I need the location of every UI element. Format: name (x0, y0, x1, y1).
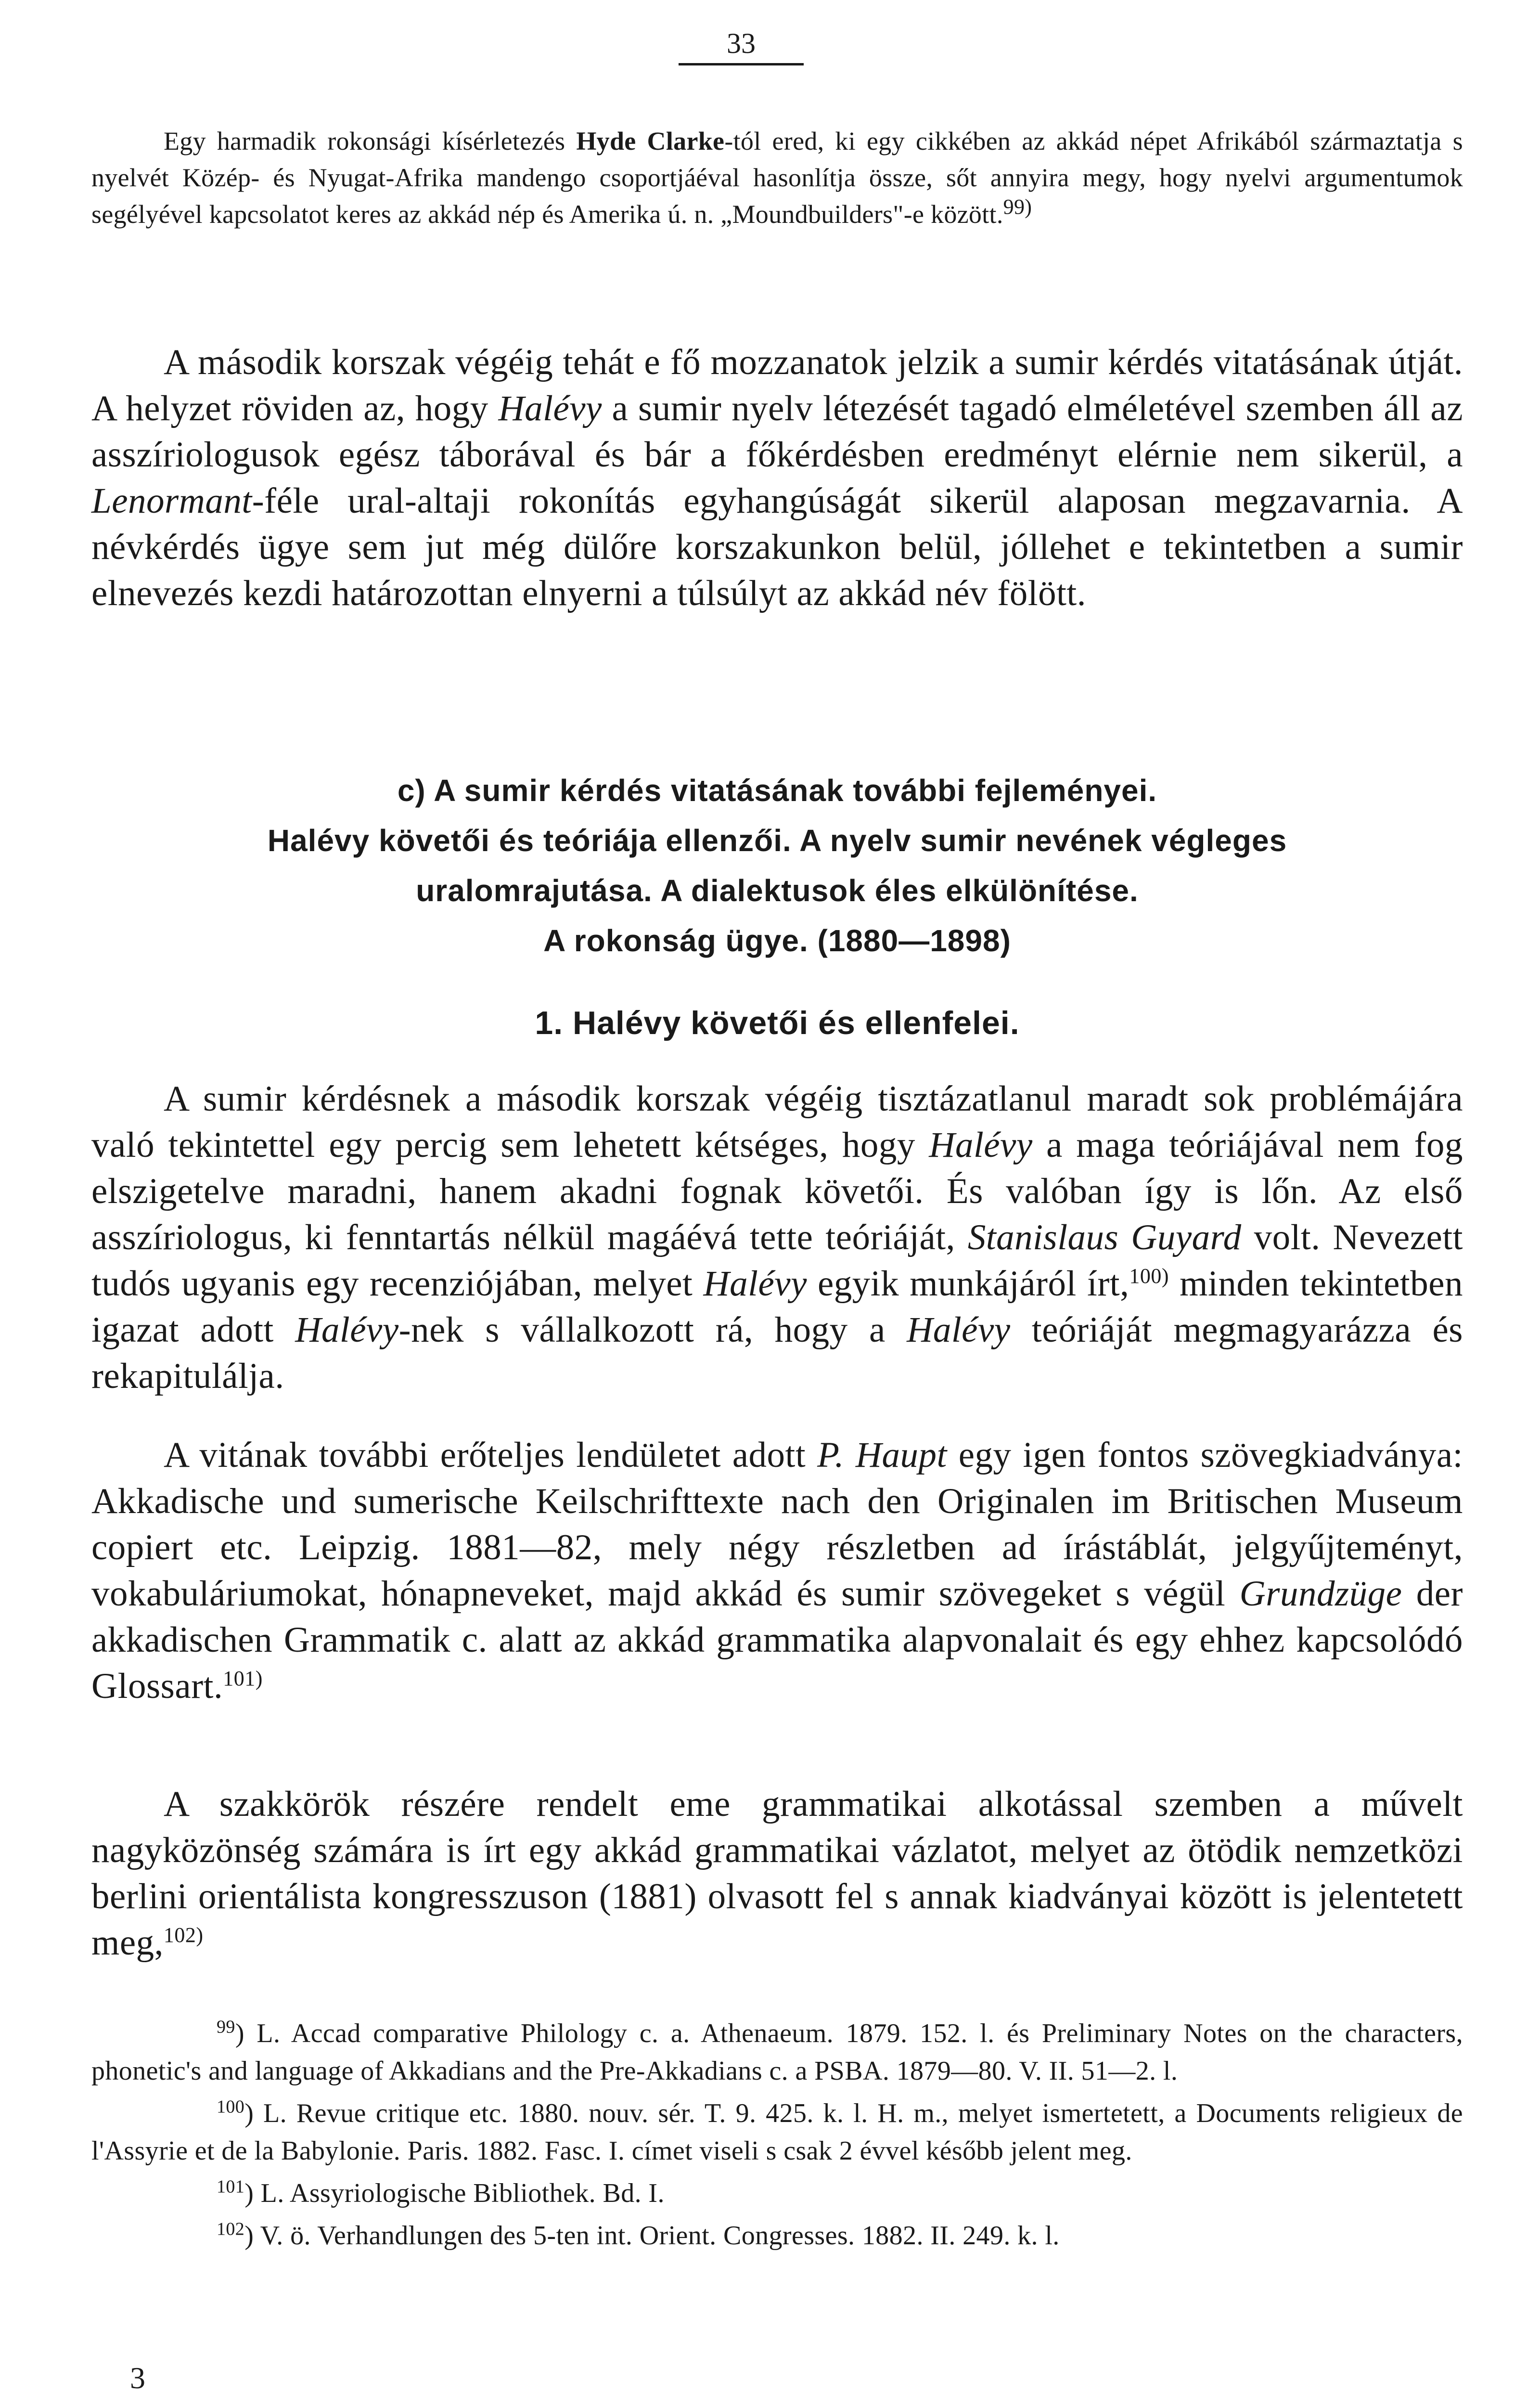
footnote-101: $^{101}$) L. Assyriologische Bibliothek. Bd. I. (217, 2176, 665, 2208)
paragraph-halevy-followers: A sumir kérdésnek a második korszak végéig tisztázatlanul maradt sok problémájára való tekintettel egy percig sem lehetett kétséges, hogy Halévy a maga teóriájával nem fog elszigetelve maradni, hanem akadni fognak követői. És valóban így is lőn. Az első asszíriologus, ki fenntartás nélkül magáévá tette teóriáját, Stanislaus Guyard volt. Nevezett tudós ugyanis egy recenziójában, melyet Halévy egyik munkájáról írt,$^{100)}$ minden tekintetben igazat adott Halévy-nek s vállalkozott rá, hogy a Halévy teóriáját megmagyarázza és rekapitulálja. (91, 1079, 1463, 1396)
paragraph-haupt: A vitának további erőteljes lendületet adott P. Haupt egy igen fontos szövegkiadványa: Akkadische und sumerische Keilschrifttexte nach den Originalen im Britischen Museum copiert etc. Leipzig. 1881—82, mely négy részletben ad írástáblát, jelgyűjteményt, vokabuláriumokat, hónapneveket, majd akkád és sumir szövegeket s végül Grundzüge der akkadischen Grammatik c. alatt az akkád grammatika alapvonalait és egy ehhez kapcsolódó Glossart.$^{101)}$ (91, 1435, 1463, 1706)
footnote-ref-99[interactable]: 99) (1003, 195, 1032, 219)
author-name: Stanislaus Guyard (967, 1217, 1242, 1257)
section-heading-line-2: Halévy követői és teóriája ellenzői. A nyelv sumir nevének végleges (267, 823, 1287, 858)
footnote-ref-102[interactable]: 102) (163, 1923, 204, 1947)
section-heading-line-3: uralomrajutása. A dialektusok éles elkülönítése. (416, 873, 1139, 908)
paragraph-grammar-sketch: A szakkörök részére rendelt eme grammatikai alkotással szemben a művelt nagyközönség számára is írt egy akkád grammatikai vázlatot, melyet az ötödik nemzetközi berlini orientálista kongresszuson (1881) olvasott fel s annak kiadványai között is jelentetett meg,$^{102)}$ (91, 1784, 1463, 1963)
footnote-99: $^{99}$) L. Accad comparative Philology c. a. Athenaeum. 1879. 152. l. és Preliminary Notes on the characters, phonetic's and language of Akkadians and the Pre-Akkadians c. a PSBA. 1879—80. V. II. 51—2. l. (91, 2017, 1463, 2086)
author-name: Halévy (498, 388, 602, 428)
author-name: Halévy (295, 1310, 399, 1350)
intro-paragraph: Egy harmadik rokonsági kísérletezés Hyde Clarke-tól ered, ki egy cikkében az akkád népet Afrikából származtatja s nyelvét Közép- és Nyugat-Afrika mandengo csoportjáéval hasonlítja össze, sőt annyira megy, hogy nyelvi argumentumok segélyével kapcsolatot keres az akkád nép és Amerika ú. n. „Moundbuilders"-e között.$^{99)}$ (91, 127, 1463, 229)
section-heading-line-1: c) A sumir kérdés vitatásának további fejleményei. (397, 773, 1157, 808)
author-name: Hyde Clarke (576, 127, 725, 155)
footnote-102: $^{102}$) V. ö. Verhandlungen des 5-ten int. Orient. Congresses. 1882. II. 249. k. l. (217, 2219, 1060, 2251)
footnote-marker: 99 (217, 2017, 235, 2037)
author-name: Halévy (907, 1310, 1011, 1350)
footnote-marker: 102 (217, 2219, 245, 2239)
footnote-marker: 101 (217, 2176, 245, 2197)
author-name: P. Haupt (817, 1435, 947, 1475)
footnote-ref-100[interactable]: 100) (1129, 1264, 1169, 1288)
author-name: Halévy (929, 1125, 1033, 1165)
footnotes-section (91, 2015, 1463, 2259)
footnote-100: $^{100}$) L. Revue critique etc. 1880. nouv. sér. T. 9. 425. k. l. H. m., melyet ismertetett, a Documents religieux de l'Assyrie et de la Babylonie. Paris. 1882. Fasc. I. címet viseli s csak 2 évvel később jelent meg. (91, 2096, 1463, 2166)
book-title: Grundzüge (1239, 1574, 1402, 1614)
signature-mark: 3 (130, 2361, 145, 2395)
subsection-heading: 1. Halévy követői és ellenfelei. (535, 1005, 1020, 1041)
section-heading (91, 765, 1463, 966)
footnote-marker: 100 (217, 2096, 245, 2117)
footnote-ref-101[interactable]: 101) (223, 1667, 263, 1690)
paragraph-second-period: A második korszak végéig tehát e fő mozzanatok jelzik a sumir kérdés vitatásának útját. A helyzet röviden az, hogy Halévy a sumir nyelv létezését tagadó elméletével szemben áll az asszíriologusok egész táborával és bár a főkérdésben eredményt elérnie nem sikerül, a Lenormant-féle ural-altaji rokonítás egyhangúságát sikerül alaposan megzavarnia. A névkérdés ügye sem jut még dülőre korszakunkon belül, jóllehet e tekintetben a sumir elnevezés kezdi határozottan elnyerni a túlsúlyt az akkád név fölött. (91, 342, 1463, 613)
section-heading-line-4: A rokonság ügye. (1880—1898) (543, 923, 1011, 958)
author-name: Halévy (703, 1264, 807, 1304)
author-name: Lenormant (91, 481, 252, 521)
page-number: 33 (679, 26, 804, 65)
